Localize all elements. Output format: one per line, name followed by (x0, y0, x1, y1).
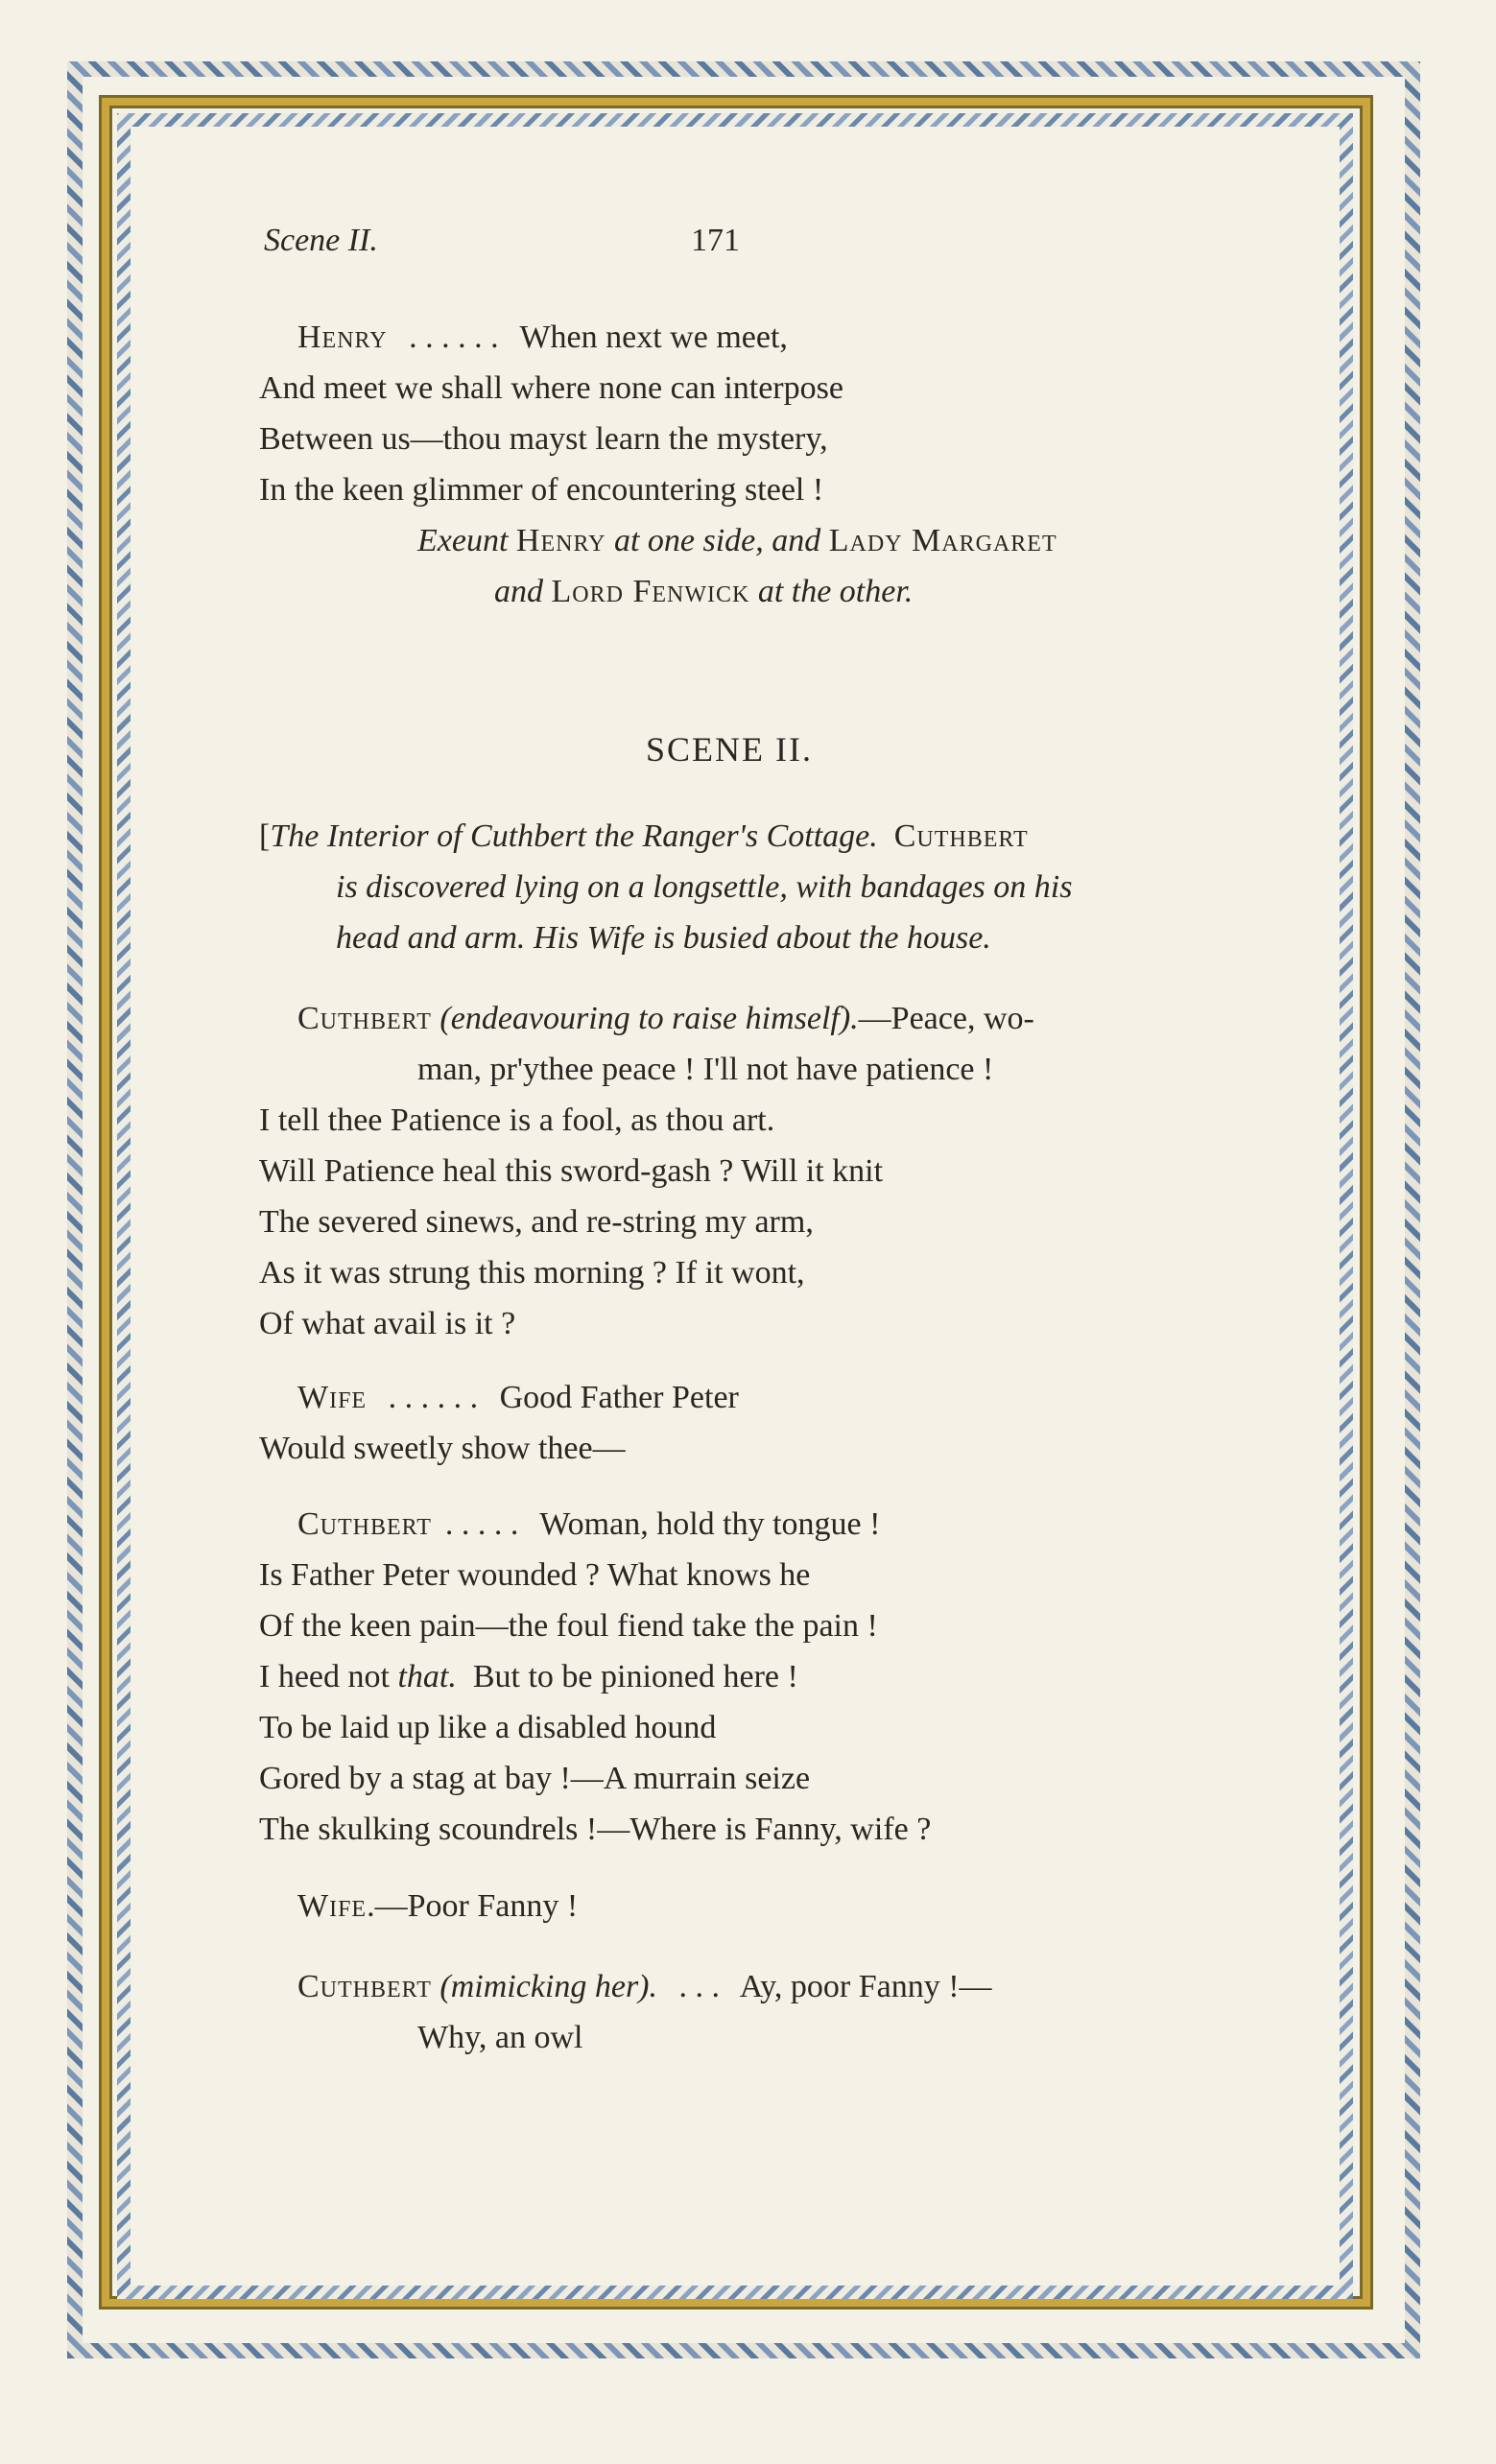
verse-line: Will Patience heal this sword-gash ? Will it knit (259, 1153, 884, 1189)
speech-cuthbert-2: Cuthbert . . . . . Woman, hold thy tongue ! Is Father Peter wounded ? What knows he Of the keen pain—the foul fiend take the pain ! I heed not that. But to be pinioned here ! To be laid up like a disabled hound Gored by a stag at bay !—A murrain seize The skulking scoundrels !—Where is Fanny, wife ? (259, 1499, 1276, 1855)
stage-direction: and Lord Fenwick at the other. (494, 574, 914, 609)
speaker-name: Wife (297, 1888, 368, 1924)
speech-henry (259, 312, 1276, 617)
speaker-name: Cuthbert (297, 1969, 432, 2004)
speech-wife-1: Wife . . . . . . Good Father Peter Would sweetly show thee— (259, 1372, 1276, 1474)
running-header (264, 223, 801, 259)
book-page (154, 154, 1305, 2264)
verse-line: I heed not that. But to be pinioned here ! (259, 1659, 798, 1694)
verse-line: To be laid up like a disabled hound (259, 1710, 717, 1745)
verse-line: The severed sinews, and re-string my arm, (259, 1204, 814, 1240)
verse-line: Would sweetly show thee— (259, 1431, 626, 1466)
speech-wife-2: Wife.—Poor Fanny ! (297, 1888, 579, 1924)
verse-line: When next we meet, (519, 320, 788, 355)
verse-line: As it was strung this morning ? If it wont, (259, 1255, 805, 1291)
stage-setting: [The Interior of Cuthbert the Ranger's Cottage. Cuthbert is discovered lying on a longsettle, with bandages on his head and arm. His Wife is busied about the house. (259, 818, 1073, 956)
verse-line: Between us—thou mayst learn the mystery, (259, 421, 828, 457)
verse-line: Of the keen pain—the foul fiend take the pain ! (259, 1608, 878, 1644)
verse-line: Is Father Peter wounded ? What knows he (259, 1557, 811, 1593)
speech-cuthbert-1: Cuthbert (endeavouring to raise himself).—Peace, wo- man, pr'ythee peace ! I'll not have patience ! I tell thee Patience is a fool, as thou art. Will Patience heal this sword-gash ? Will it knit The severed sinews, and re-string my arm, As it was strung this morning ? If it wont, Of what avail is it ? (259, 993, 1276, 1349)
scene-title: SCENE II. (646, 730, 813, 769)
stage-direction: Exeunt Henry at one side, and Lady Margaret (417, 523, 1057, 558)
verse-line: And meet we shall where none can interpose (259, 370, 843, 406)
verse-line: I tell thee Patience is a fool, as thou art. (259, 1102, 775, 1138)
speech-cuthbert-3: Cuthbert (mimicking her). . . . Ay, poor Fanny !— Why, an owl (297, 1969, 992, 2055)
verse-line: Gored by a stag at bay !—A murrain seize (259, 1761, 811, 1796)
speaker-name: Wife (297, 1380, 368, 1415)
speaker-name: Henry (297, 320, 388, 355)
leader-dots: . . . . . . (409, 320, 499, 355)
verse-line: Of what avail is it ? (259, 1306, 516, 1341)
page-number: 171 (691, 223, 740, 258)
verse-line: In the keen glimmer of encountering steel ! (259, 472, 824, 508)
speaker-name: Cuthbert (297, 1001, 432, 1036)
speaker-name: Cuthbert (297, 1506, 432, 1542)
verse-line: The skulking scoundrels !—Where is Fanny, wife ? (259, 1812, 932, 1847)
running-head-scene: Scene II. (264, 223, 378, 258)
